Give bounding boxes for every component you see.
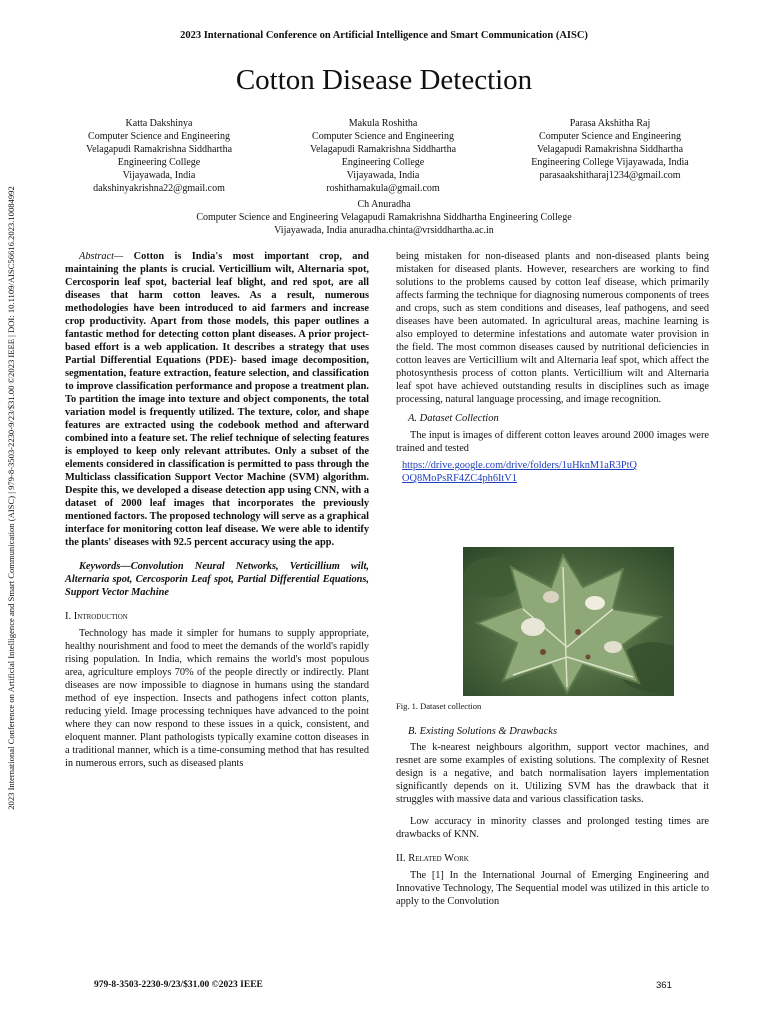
abstract [65,250,369,549]
section-heading-introduction [65,610,369,623]
author-block-4 [84,198,684,237]
existing-solutions-text: The k-nearest neighbours algorithm, support vector machines, and resnet are some examples of existing solutions. The complexity of Resnet design is a negative, and batch normalisation layers implementation significantly depends on it. Utilizing SVM has the drawback that it struggles with massive data and various classification tasks. [396,742,709,805]
page-number: 361 [656,980,672,991]
author-location: Vijayawada, India [346,170,420,181]
section-heading-related-work [396,852,709,865]
author-name: Katta Dakshinya [125,118,193,129]
author-affiliation: Engineering College [117,157,201,168]
author-block-3 [510,117,710,182]
author-email: dakshinyakrishna22@gmail.com [93,183,225,194]
author-name: Makula Roshitha [348,118,418,129]
related-work-text: The [1] In the International Journal of Emerging Engineering and Innovative Technology, The Sequential model was utilized in this article to apply to the Convolution [396,870,709,907]
footer-copyright: 979-8-3503-2230-9/23/$31.00 ©2023 IEEE [94,980,263,990]
disease-spot [575,629,581,635]
author-affiliation: Computer Science and Engineering Velagapudi Ramakrishna Siddhartha Engineering College [196,212,572,223]
disease-spot [521,618,545,636]
paper-title: Cotton Disease Detection [235,64,533,96]
author-affiliation: Computer Science and Engineering [312,131,454,142]
introduction-text: Technology has made it simpler for humans to supply appropriate, healthy nourishment and food to meet the demands of the world's rapidly rising population. In India, which remains the world's most populous area, agriculture employs 70% of the people directly or indirectly. Plant diseases are now impossible to diagnose in humans using the standard method of eye inspection. Insects and pathogens infect cotton plants, reducing yield. Image processing techniques have advanced to the point where they can now respond to these issues in a quick, consistent, and eloquent manner. Plant pathologists typically examine cotton diseases in a traditional manner, which is a time-consuming method that has resulted in numerous errors, such as diseased plants [65,628,369,769]
abstract-text: Cotton is India's most important crop, and maintaining the plants is crucial. Verticillium wilt, Alternaria spot, Cercosporin leaf spot, bacterial leaf blight, and red spot, are all diseases that harm cotton leaves. As a result, numerous methodologies have been introduced to aid farmers and increase crop productivity. Apart from those models, this paper outlines a fantastic method for detecting cotton plant diseases. A prior project-based effort is a web application. It describes a strategy that uses Partial Differential Equations (PDE)- based image decomposition, segmentation, feature extraction, feature selection, and classification to improve classification performance and propose a treatment plan. To partition the image into texture and object components, the total variation model is frequently utilized. The texture, color, and shape features are extracted using the codebook method and afterward combined into a feature set. The relief technique of selecting features is employed to keep only relevant attributes. Only a subset of the elements considered in classification is permitted to pass through the Multiclass classification Support Vector Machine (SVM) algorithm. Despite this, we developed a disease detection app using CNN, with a dataset of 2000 leaf images that incorporates the previously mentioned factors. The proposed technology will serve as a graphical interface for monitoring cotton leaf disease. We were able to identify the plants' diseases with 92.5 percent accuracy using the app. [65,251,369,548]
section-title: Introduction [73,611,128,622]
dataset-link[interactable] [402,460,637,484]
author-email: roshithamakula@gmail.com [326,183,440,194]
disease-spot [604,641,622,653]
author-name: Ch Anuradha [357,199,411,210]
doi-side-note: 2023 International Conference on Artificial Intelligence and Smart Communication (AISC) | 979-8-3503-2230-9/23/$31.00 ©2023 IEEE | DOI: 10.1109/AISC56616.2023.10084992 [6,186,16,810]
disease-spot [543,591,559,603]
author-location: Vijayawada, India [122,170,196,181]
cotton-leaf-figure [463,547,674,696]
section-title: Related Work [408,853,469,864]
dataset-text: The input is images of different cotton leaves around 2000 images were trained and tested [396,430,709,454]
left-column [65,250,369,770]
keywords: Keywords—Convolution Neural Networks, Verticillium wilt, Alternaria spot, Cercosporin Leaf spot, Partial Differential Equations, Support Vector Machine [65,561,369,598]
dataset-link-line-2: OQ8MoPsRF4ZC4ph6ItV1 [402,473,517,484]
right-column [396,250,709,485]
figure-caption: Fig. 1. Dataset collection [396,701,482,711]
author-affiliation: Engineering College [341,157,425,168]
author-affiliation: Engineering College Vijayawada, India [531,157,689,168]
disease-spot [585,596,605,610]
author-affiliation: Computer Science and Engineering [539,131,681,142]
knn-drawbacks-text: Low accuracy in minority classes and prolonged testing times are drawbacks of KNN. [396,816,709,840]
author-block-1 [64,117,254,195]
section-number: II. [396,853,406,864]
disease-spot [540,649,546,655]
disease-spot [586,655,591,660]
dataset-link-line-1: https://drive.google.com/drive/folders/1uHknM1aR3PtQ [402,460,638,471]
author-affiliation: Velagapudi Ramakrishna Siddhartha [309,144,457,155]
author-affiliation: Velagapudi Ramakrishna Siddhartha [536,144,684,155]
author-block-2 [288,117,478,195]
author-affiliation: Velagapudi Ramakrishna Siddhartha [85,144,233,155]
right-column-lower [396,700,709,908]
author-name: Parasa Akshitha Raj [569,118,651,129]
subsection-heading-dataset: A. Dataset Collection [408,413,499,424]
dataset-link-paragraph [396,459,709,485]
author-affiliation: Computer Science and Engineering [88,131,230,142]
introduction-continued: being mistaken for non-diseased plants and non-diseased plants being mistaken for diseased plants. However, researchers are working to find solutions to the problems caused by cotton leaf disease, which primarily affects farming the technique for diagnosing numerous components of trees and crops, such as stem conditions and diseases, leaf pathogens, and seed diseases have been automated. In agricultural areas, machine learning is also employed to determine infestations and automate water provision in the field. The most common diseases caused by nutritional deficiencies in cotton leaves are Verticillium wilt and Alternaria leaf spot, which affect the photosynthesis process of cotton plants. Verticillium wilt and Alternaria leaf spot have achieved outstanding results in disciplines such as image processing, natural language processing, and image recognition. [396,251,709,405]
author-email: parasaakshitharaj1234@gmail.com [539,170,681,181]
author-contact: Vijayawada, India anuradha.chinta@vrsiddhartha.ac.in [274,225,494,236]
section-number: I. [65,611,72,622]
abstract-label: Abstract— [79,251,124,262]
subsection-heading-existing: B. Existing Solutions & Drawbacks [408,726,558,737]
conference-header: 2023 International Conference on Artificial Intelligence and Smart Communication (AISC) [180,30,588,41]
